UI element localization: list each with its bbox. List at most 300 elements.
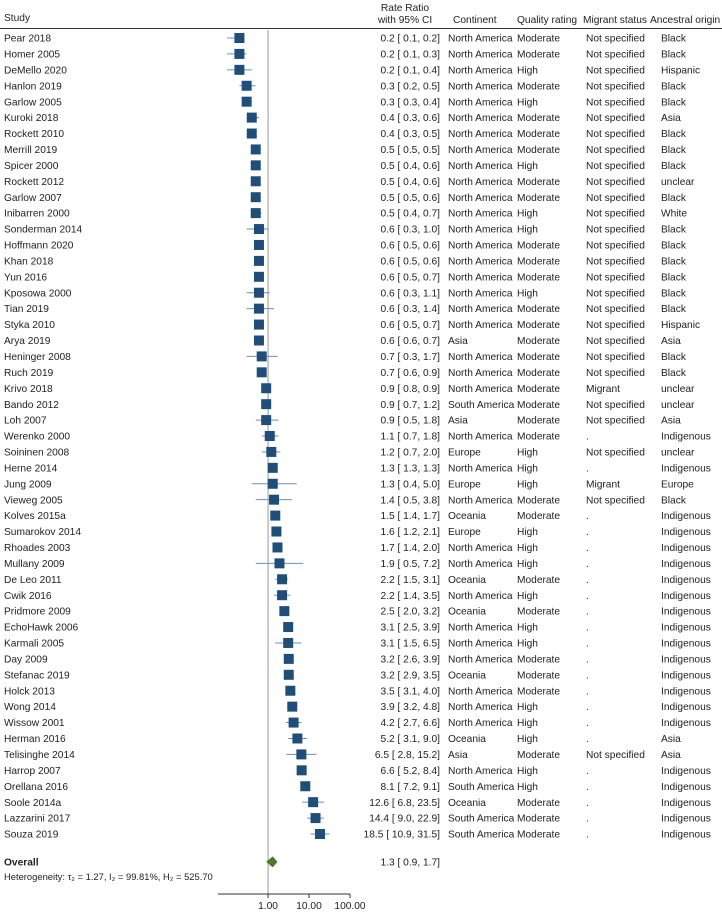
origin-cell: Black [661, 160, 686, 172]
header-continent: Continent [453, 15, 497, 26]
study-label: Tian 2019 [4, 304, 49, 316]
origin-cell: Indigenous [661, 702, 711, 714]
study-label: Sonderman 2014 [4, 224, 83, 236]
continent-cell: North America [448, 702, 513, 714]
continent-cell: Oceania [448, 797, 486, 809]
study-label: Rockett 2010 [4, 129, 65, 141]
study-row [4, 272, 687, 284]
origin-cell: Black [661, 256, 686, 268]
study-row [4, 415, 681, 427]
header-migrant: Migrant status [583, 15, 647, 26]
quality-cell: Moderate [517, 383, 561, 395]
quality-cell: High [517, 765, 538, 777]
rr-marker [300, 781, 310, 791]
migrant-cell: . [586, 797, 589, 809]
study-label: Harrop 2007 [4, 765, 61, 777]
rr-marker [311, 813, 321, 823]
ci-label: 2.5 [ 2.0, 3.2] [380, 606, 440, 618]
origin-cell: Indigenous [661, 431, 711, 443]
study-label: Merrill 2019 [4, 145, 58, 157]
continent-cell: North America [448, 320, 513, 332]
origin-cell: Black [661, 288, 686, 300]
origin-cell: Black [661, 304, 686, 316]
rr-marker [251, 176, 261, 186]
study-label: Garlow 2005 [4, 97, 62, 109]
quality-cell: High [517, 558, 538, 570]
ci-label: 1.5 [ 1.4, 1.7] [380, 511, 440, 523]
study-row [4, 351, 687, 363]
migrant-cell: Not specified [586, 256, 645, 268]
quality-cell: High [517, 447, 538, 459]
quality-cell: High [517, 543, 538, 555]
quality-cell: Moderate [517, 750, 561, 761]
migrant-cell: Not specified [586, 97, 645, 109]
study-label: EchoHawk 2006 [4, 622, 79, 634]
origin-cell: Black [661, 367, 686, 379]
ci-label: 0.5 [ 0.4, 0.6] [380, 176, 440, 188]
study-row [4, 590, 711, 602]
study-row [4, 320, 700, 332]
study-row [4, 542, 711, 554]
study-row [4, 304, 687, 316]
study-label: Karmali 2005 [4, 638, 65, 650]
continent-cell: Asia [448, 750, 468, 761]
continent-cell: North America [448, 367, 513, 379]
study-row [4, 81, 687, 93]
ci-label: 1.6 [ 1.2, 2.1] [380, 527, 440, 539]
ci-label: 1.4 [ 0.5, 3.8] [380, 495, 440, 507]
ci-label: 0.4 [ 0.3, 0.5] [380, 129, 440, 141]
rr-marker [234, 33, 244, 43]
continent-cell: North America [448, 654, 513, 666]
rr-marker [315, 829, 325, 839]
continent-cell: South America [448, 829, 515, 841]
origin-cell: unclear [661, 399, 695, 411]
study-row [4, 527, 711, 539]
rr-marker [251, 144, 261, 154]
quality-cell: High [517, 702, 538, 714]
origin-cell: White [661, 208, 688, 220]
study-label: Arya 2019 [4, 336, 51, 348]
continent-cell: Asia [448, 415, 468, 427]
continent-cell: Oceania [448, 734, 486, 746]
rr-marker [265, 431, 275, 441]
study-label: Kposowa 2000 [4, 288, 72, 300]
continent-cell: North America [448, 208, 513, 220]
rr-marker [261, 399, 271, 409]
origin-cell: Black [661, 145, 686, 157]
origin-cell: Black [661, 81, 686, 93]
migrant-cell: . [586, 543, 589, 555]
study-label: Heninger 2008 [4, 352, 71, 363]
ci-label: 5.2 [ 3.1, 9.0] [380, 734, 440, 746]
ci-label: 12.6 [ 6.8, 23.5] [369, 797, 440, 809]
quality-cell: Moderate [517, 829, 561, 841]
migrant-cell: . [586, 670, 589, 682]
continent-cell: North America [448, 49, 513, 61]
continent-cell: North America [448, 33, 513, 45]
ci-label: 1.3 [ 0.4, 5.0] [380, 479, 440, 491]
quality-cell: Moderate [517, 176, 561, 188]
migrant-cell: Not specified [586, 304, 645, 316]
study-row [4, 65, 700, 77]
quality-cell: Moderate [517, 81, 561, 93]
quality-cell: Moderate [517, 49, 561, 61]
migrant-cell: . [586, 813, 589, 825]
migrant-cell: Not specified [586, 336, 645, 348]
ci-label: 3.1 [ 1.5, 6.5] [380, 638, 440, 650]
continent-cell: North America [448, 97, 513, 109]
origin-cell: Black [661, 224, 686, 236]
ci-label: 0.5 [ 0.4, 0.7] [380, 208, 440, 220]
header-study: Study [4, 13, 31, 24]
quality-cell: Moderate [517, 367, 561, 379]
ci-label: 0.3 [ 0.2, 0.5] [380, 81, 440, 93]
rr-marker [242, 97, 252, 107]
study-row [4, 288, 687, 300]
quality-cell: Moderate [517, 686, 561, 698]
rr-marker [284, 670, 294, 680]
continent-cell: North America [448, 304, 513, 316]
study-label: Soole 2014a [4, 797, 62, 809]
migrant-cell: . [586, 829, 589, 841]
study-row [4, 224, 687, 236]
quality-cell: Moderate [517, 304, 561, 316]
ci-label: 0.2 [ 0.1, 0.4] [380, 65, 440, 77]
ci-label: 0.3 [ 0.3, 0.4] [380, 97, 440, 109]
migrant-cell: . [586, 734, 589, 746]
continent-cell: North America [448, 590, 513, 602]
ci-label: 0.2 [ 0.1, 0.2] [380, 33, 440, 45]
continent-cell: Oceania [448, 606, 486, 618]
rr-marker [284, 654, 294, 664]
rr-marker [266, 447, 276, 457]
ci-label: 0.6 [ 0.3, 1.0] [380, 224, 440, 236]
study-row [4, 606, 711, 618]
overall-row [4, 856, 440, 882]
continent-cell: North America [448, 81, 513, 93]
rr-marker [283, 638, 293, 648]
migrant-cell: Not specified [586, 49, 645, 61]
origin-cell: Indigenous [661, 527, 711, 539]
migrant-cell: . [586, 511, 589, 523]
study-row [4, 240, 687, 252]
rr-marker [234, 49, 244, 59]
continent-cell: North America [448, 463, 513, 475]
quality-cell: Moderate [517, 399, 561, 411]
study-label: Bando 2012 [4, 399, 59, 411]
migrant-cell: Not specified [586, 65, 645, 77]
study-row [4, 686, 711, 698]
continent-cell: North America [448, 383, 513, 395]
quality-cell: Moderate [517, 129, 561, 141]
study-label: Hoffmann 2020 [4, 240, 74, 252]
ci-label: 3.1 [ 2.5, 3.9] [380, 622, 440, 634]
migrant-cell: Not specified [586, 129, 645, 141]
quality-cell: Moderate [517, 495, 561, 507]
ci-label: 0.6 [ 0.5, 0.6] [380, 256, 440, 268]
continent-cell: North America [448, 558, 513, 570]
study-row [4, 399, 695, 411]
rr-marker [279, 606, 289, 616]
continent-cell: North America [448, 622, 513, 634]
study-row [4, 622, 711, 634]
study-label: Rhoades 2003 [4, 543, 71, 555]
study-label: Inibarren 2000 [4, 208, 70, 220]
study-label: Soininen 2008 [4, 447, 70, 459]
ci-label: 0.6 [ 0.3, 1.4] [380, 304, 440, 316]
migrant-cell: . [586, 718, 589, 730]
migrant-cell: Not specified [586, 208, 645, 220]
quality-cell: Moderate [517, 431, 561, 443]
x-tick-label: 100.00 [334, 901, 366, 912]
ci-label: 0.7 [ 0.6, 0.9] [380, 367, 440, 379]
study-label: Day 2009 [4, 654, 48, 666]
rr-marker [277, 590, 287, 600]
origin-cell: Indigenous [661, 606, 711, 618]
origin-cell: Black [661, 129, 686, 141]
rr-marker [273, 542, 283, 552]
migrant-cell: Not specified [586, 352, 645, 363]
quality-cell: Moderate [517, 272, 561, 284]
continent-cell: Oceania [448, 511, 486, 523]
study-label: Hanlon 2019 [4, 81, 62, 93]
x-tick-label: 1.00 [258, 901, 278, 912]
rr-marker [296, 749, 306, 759]
origin-cell: Indigenous [661, 574, 711, 586]
ci-label: 0.4 [ 0.3, 0.6] [380, 113, 440, 125]
migrant-cell: . [586, 765, 589, 777]
study-row [4, 479, 694, 491]
x-axis [218, 894, 366, 912]
quality-cell: High [517, 479, 538, 491]
study-row [4, 208, 687, 220]
overall-ci-label: 1.3 [ 0.9, 1.7] [380, 857, 440, 869]
origin-cell: Black [661, 49, 686, 61]
continent-cell: North America [448, 686, 513, 698]
study-row [4, 113, 681, 125]
quality-cell: High [517, 590, 538, 602]
origin-cell: Indigenous [661, 797, 711, 809]
continent-cell: North America [448, 176, 513, 188]
quality-cell: High [517, 527, 538, 539]
origin-cell: Black [661, 495, 686, 507]
study-label: Jung 2009 [4, 479, 52, 491]
origin-cell: Indigenous [661, 638, 711, 650]
migrant-cell: Not specified [586, 320, 645, 332]
continent-cell: Europe [448, 479, 481, 491]
ci-label: 3.5 [ 3.1, 4.0] [380, 686, 440, 698]
study-row [4, 33, 687, 45]
rr-marker [270, 511, 280, 521]
quality-cell: Moderate [517, 320, 561, 332]
study-label: DeMello 2020 [4, 65, 67, 77]
origin-cell: Indigenous [661, 781, 711, 793]
quality-cell: Moderate [517, 574, 561, 586]
migrant-cell: Migrant [586, 479, 620, 491]
origin-cell: Black [661, 352, 686, 363]
rr-marker [287, 702, 297, 712]
origin-cell: Black [661, 192, 686, 204]
rr-marker [277, 574, 287, 584]
migrant-cell: . [586, 590, 589, 602]
quality-cell: High [517, 208, 538, 220]
rr-marker [261, 415, 271, 425]
study-label: Pridmore 2009 [4, 606, 71, 618]
migrant-cell: Not specified [586, 415, 645, 427]
migrant-cell: Not specified [586, 272, 645, 284]
ci-label: 0.5 [ 0.5, 0.5] [380, 145, 440, 157]
continent-cell: North America [448, 65, 513, 77]
study-label: Spicer 2000 [4, 160, 59, 172]
origin-cell: Asia [661, 336, 681, 348]
study-row [4, 367, 687, 379]
header-ci: with 95% CI [377, 15, 433, 26]
quality-cell: Moderate [517, 352, 561, 363]
origin-cell: Asia [661, 113, 681, 125]
origin-cell: unclear [661, 176, 695, 188]
origin-cell: Black [661, 97, 686, 109]
quality-cell: High [517, 463, 538, 475]
ci-label: 18.5 [ 10.9, 31.5] [363, 829, 440, 841]
ci-label: 0.9 [ 0.5, 1.8] [380, 415, 440, 427]
quality-cell: Moderate [517, 670, 561, 682]
ci-label: 1.3 [ 1.3, 1.3] [380, 463, 440, 475]
study-row [4, 781, 711, 793]
study-row [4, 431, 711, 443]
quality-cell: Moderate [517, 145, 561, 157]
ci-label: 0.9 [ 0.7, 1.2] [380, 399, 440, 411]
migrant-cell: Not specified [586, 192, 645, 204]
continent-cell: North America [448, 638, 513, 650]
origin-cell: Asia [661, 734, 681, 746]
rr-marker [283, 622, 293, 632]
ci-label: 4.2 [ 2.7, 6.6] [380, 718, 440, 730]
ci-label: 8.1 [ 7.2, 9.1] [380, 781, 440, 793]
origin-cell: Indigenous [661, 765, 711, 777]
study-label: Wong 2014 [4, 702, 56, 714]
continent-cell: North America [448, 765, 513, 777]
quality-cell: High [517, 718, 538, 730]
rr-marker [247, 113, 257, 123]
study-row [4, 813, 711, 825]
origin-cell: Indigenous [661, 558, 711, 570]
continent-cell: North America [448, 129, 513, 141]
rr-marker [254, 256, 264, 266]
quality-cell: Moderate [517, 654, 561, 666]
study-label: Rockett 2012 [4, 176, 65, 188]
continent-cell: South America [448, 813, 515, 825]
continent-cell: South America [448, 399, 515, 411]
origin-cell: Indigenous [661, 813, 711, 825]
study-label: Ruch 2019 [4, 367, 54, 379]
study-rows [4, 33, 711, 841]
study-label: Herman 2016 [4, 734, 66, 746]
quality-cell: Moderate [517, 606, 561, 618]
origin-cell: Indigenous [661, 686, 711, 698]
study-label: Homer 2005 [4, 49, 61, 61]
study-label: Loh 2007 [4, 415, 47, 427]
study-row [4, 335, 681, 347]
study-row [4, 256, 687, 268]
continent-cell: North America [448, 352, 513, 363]
quality-cell: High [517, 734, 538, 746]
migrant-cell: . [586, 654, 589, 666]
quality-cell: High [517, 781, 538, 793]
study-label: Lazzarini 2017 [4, 813, 71, 825]
study-label: Kuroki 2018 [4, 113, 59, 125]
quality-cell: Moderate [517, 192, 561, 204]
ci-label: 0.7 [ 0.3, 1.7] [380, 352, 440, 363]
migrant-cell: . [586, 686, 589, 698]
rr-marker [254, 224, 264, 234]
rr-marker [234, 65, 244, 75]
ci-label: 2.2 [ 1.5, 3.1] [380, 574, 440, 586]
migrant-cell: . [586, 431, 589, 443]
rr-marker [254, 272, 264, 282]
rr-marker [292, 733, 302, 743]
study-label: Mullany 2009 [4, 558, 65, 570]
continent-cell: North America [448, 288, 513, 300]
study-label: Werenko 2000 [4, 431, 71, 443]
ci-label: 1.1 [ 0.7, 1.8] [380, 431, 440, 443]
study-row [4, 558, 711, 570]
x-tick-label: 10.00 [296, 901, 322, 912]
origin-cell: Asia [661, 415, 681, 427]
origin-cell: unclear [661, 383, 695, 395]
ci-label: 2.2 [ 1.4, 3.5] [380, 590, 440, 602]
header-ancestral: Ancestral origin [650, 15, 721, 26]
ci-label: 0.2 [ 0.1, 0.3] [380, 49, 440, 61]
migrant-cell: Not specified [586, 240, 645, 252]
study-row [4, 176, 695, 188]
study-label: Stefanac 2019 [4, 670, 70, 682]
migrant-cell: Not specified [586, 81, 645, 93]
quality-cell: High [517, 160, 538, 172]
study-label: Herne 2014 [4, 463, 58, 475]
origin-cell: Hispanic [661, 320, 701, 332]
study-label: Vieweg 2005 [4, 495, 63, 507]
rr-marker [285, 686, 295, 696]
migrant-cell: Not specified [586, 750, 645, 761]
migrant-cell: . [586, 527, 589, 539]
origin-cell: Indigenous [661, 463, 711, 475]
study-row [4, 829, 711, 841]
ci-label: 0.6 [ 0.5, 0.7] [380, 272, 440, 284]
quality-cell: Moderate [517, 33, 561, 45]
ci-label: 0.6 [ 0.5, 0.6] [380, 240, 440, 252]
origin-cell: Indigenous [661, 543, 711, 555]
study-row [4, 495, 687, 507]
study-row [4, 192, 687, 204]
continent-cell: North America [448, 495, 513, 507]
origin-cell: Black [661, 272, 686, 284]
ci-label: 0.6 [ 0.6, 0.7] [380, 336, 440, 348]
ci-label: 0.5 [ 0.5, 0.6] [380, 192, 440, 204]
migrant-cell: Not specified [586, 399, 645, 411]
study-label: Cwik 2016 [4, 590, 52, 602]
migrant-cell: . [586, 622, 589, 634]
migrant-cell: . [586, 638, 589, 650]
migrant-cell: Not specified [586, 113, 645, 125]
quality-cell: High [517, 97, 538, 109]
migrant-cell: Not specified [586, 495, 645, 507]
study-row [4, 733, 681, 745]
quality-cell: Moderate [517, 240, 561, 252]
ci-label: 0.9 [ 0.8, 0.9] [380, 383, 440, 395]
origin-cell: Indigenous [661, 654, 711, 666]
origin-cell: unclear [661, 447, 695, 459]
